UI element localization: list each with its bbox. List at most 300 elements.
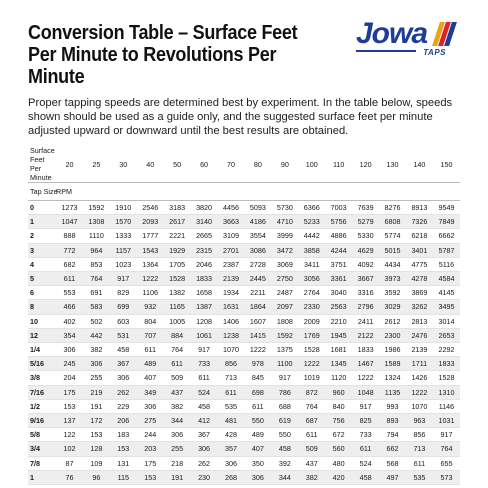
rpm-cell: 255 [164,442,191,456]
rpm-cell: 1658 [191,286,218,300]
rpm-cell: 7326 [406,215,433,229]
conversion-table [28,146,460,485]
rpm-cell: 191 [164,470,191,484]
table-row [28,314,460,328]
rpm-cell: 183 [110,428,137,442]
rpm-cell: 8276 [379,201,406,215]
rpm-cell: 1631 [218,300,245,314]
rpm-cell: 175 [137,456,164,470]
rpm-cell: 153 [83,428,110,442]
rpm-cell: 764 [298,399,325,413]
rpm-cell: 5774 [379,229,406,243]
rpm-cell: 458 [110,343,137,357]
rpm-cell: 4278 [406,272,433,286]
rpm-cell: 2617 [164,215,191,229]
sfm-header-120: 120 [352,146,379,183]
rpm-cell: 4092 [352,257,379,271]
table-body [28,183,460,485]
rpm-cell: 1769 [298,328,325,342]
rpm-cell: 682 [56,257,83,271]
tap-size-cell: 3/4 [28,442,56,456]
rpm-cell: 845 [244,371,271,385]
rpm-cell: 7849 [433,215,460,229]
rpm-cell: 1070 [406,399,433,413]
sfm-header-25: 25 [83,146,110,183]
tap-size-cell: 7/16 [28,385,56,399]
table-row [28,201,460,215]
rpm-cell: 553 [56,286,83,300]
rpm-cell: 2750 [271,272,298,286]
rpm-cell: 306 [244,470,271,484]
rpm-cell: 2764 [298,286,325,300]
rpm-cell: 218 [164,456,191,470]
rpm-cell: 3029 [379,300,406,314]
rpm-cell: 5279 [352,215,379,229]
rpm-cell: 5093 [244,201,271,215]
rpm-cell: 1607 [244,314,271,328]
rpm-cell: 963 [406,414,433,428]
rpm-cell: 1023 [110,257,137,271]
rpm-cell: 382 [83,343,110,357]
rpm-cell: 1592 [83,201,110,215]
rpm-cell: 3663 [218,215,245,229]
rpm-cell: 3262 [406,300,433,314]
rpm-cell: 420 [325,470,352,484]
rpm-cell: 466 [56,300,83,314]
rpm-cell: 764 [83,272,110,286]
rpm-cell: 662 [379,442,406,456]
rpm-cell: 884 [164,328,191,342]
rpm-cell: 611 [406,456,433,470]
rpm-cell: 1345 [325,357,352,371]
tap-size-cell: 1 [28,470,56,484]
rpm-cell: 255 [83,371,110,385]
rpm-cell: 3554 [244,229,271,243]
rpm-cell: 1833 [433,357,460,371]
brand-wordmark: Jowa [356,17,428,50]
rpm-cell: 349 [137,385,164,399]
rpm-cell: 888 [56,229,83,243]
rpm-cell: 3056 [298,272,325,286]
table-row [28,343,460,357]
rpm-cell: 1415 [244,328,271,342]
rpm-cell: 611 [218,385,245,399]
rpm-cell: 1711 [406,357,433,371]
rpm-cell: 2009 [298,314,325,328]
rpm-cell: 1222 [352,371,379,385]
rpm-cell: 1375 [271,343,298,357]
rpm-cell: 699 [110,300,137,314]
rpm-cell: 611 [164,357,191,371]
tap-size-cell: 10 [28,314,56,328]
sfm-header-140: 140 [406,146,433,183]
tap-size-cell: 1/2 [28,399,56,413]
rpm-cell: 153 [110,442,137,456]
rpm-cell: 3069 [271,257,298,271]
rpm-cell: 344 [164,414,191,428]
rpm-cell: 1705 [164,257,191,271]
rpm-cell: 2563 [325,300,352,314]
rpm-cell: 5015 [379,243,406,257]
rpm-cell: 960 [325,385,352,399]
rpm-cell: 978 [244,357,271,371]
subheader-row [28,183,460,201]
rpm-cell: 6662 [433,229,460,243]
table-row [28,414,460,428]
rpm-cell: 1406 [218,314,245,328]
rpm-cell: 3973 [379,272,406,286]
rpm-cell: 1165 [164,300,191,314]
rpm-cell: 2211 [244,286,271,300]
rpm-cell: 109 [83,456,110,470]
rpm-cell: 707 [137,328,164,342]
table-row [28,442,460,456]
table-row [28,470,460,484]
tap-size-cell: 8 [28,300,56,314]
rpm-cell: 2411 [352,314,379,328]
rpm-cell: 502 [83,314,110,328]
rpm-cell: 115 [110,470,137,484]
rpm-cell: 2300 [379,328,406,342]
rpm-cell: 531 [110,328,137,342]
rpm-cell: 1426 [406,371,433,385]
rpm-cell: 5116 [433,257,460,271]
rpm-cell: 206 [110,414,137,428]
rpm-cell: 1146 [433,399,460,413]
rpm-cell: 1945 [325,328,352,342]
rpm-cell: 3592 [379,286,406,300]
brand-underline [356,50,416,52]
rpm-cell: 1833 [352,343,379,357]
rpm-cell: 497 [379,470,406,484]
rpm-cell: 524 [352,456,379,470]
rpm-cell: 481 [218,414,245,428]
rpm-cell: 1387 [191,300,218,314]
rpm-cell: 3014 [433,314,460,328]
rpm-cell: 2445 [244,272,271,286]
rpm-cell: 786 [271,385,298,399]
rpm-cell: 2387 [218,257,245,271]
table-row [28,286,460,300]
rpm-cell: 489 [137,357,164,371]
page-title: Conversion Table – Surface Feet Per Minute to Revolutions Per Minute [28,22,298,88]
sfm-header-80: 80 [244,146,271,183]
rpm-cell: 5233 [298,215,325,229]
rpm-cell: 840 [325,399,352,413]
rpm-cell: 354 [56,328,83,342]
rpm-cell: 698 [244,385,271,399]
rpm-cell: 1120 [325,371,352,385]
rpm-cell: 4456 [218,201,245,215]
rpm-cell: 611 [191,371,218,385]
rpm-cell: 4145 [433,286,460,300]
rpm-cell: 191 [83,399,110,413]
rpm-cell: 917 [191,343,218,357]
rpm-cell: 691 [83,286,110,300]
sfm-header-100: 100 [298,146,325,183]
rpm-cell: 5330 [352,229,379,243]
rpm-cell: 2093 [137,215,164,229]
rpm-cell: 1222 [406,385,433,399]
rpm-cell: 275 [137,414,164,428]
sfm-header-60: 60 [191,146,218,183]
corner-header: Surface Feet Per Minute [30,146,55,182]
rpm-cell: 407 [244,442,271,456]
rpm-cell: 1208 [191,314,218,328]
sfm-header-50: 50 [164,146,191,183]
brand-logo [352,18,460,60]
rpm-cell: 128 [83,442,110,456]
rpm-cell: 550 [271,428,298,442]
rpm-cell: 437 [298,456,325,470]
rpm-cell: 230 [191,470,218,484]
rpm-cell: 535 [406,470,433,484]
table-row [28,428,460,442]
rpm-cell: 3109 [218,229,245,243]
rpm-cell: 5730 [271,201,298,215]
rpm-cell: 4434 [379,257,406,271]
rpm-cell: 583 [83,300,110,314]
rpm-cell: 2612 [379,314,406,328]
table-row [28,328,460,342]
rpm-cell: 6808 [379,215,406,229]
rpm-cell: 122 [56,428,83,442]
rpm-cell: 153 [137,470,164,484]
rpm-cell: 764 [433,442,460,456]
rpm-cell: 603 [110,314,137,328]
rpm-cell: 3667 [352,272,379,286]
rpm-cell: 1986 [379,343,406,357]
rpm-cell: 917 [352,399,379,413]
rpm-cell: 1681 [325,343,352,357]
rpm-cell: 268 [218,470,245,484]
rpm-cell: 550 [244,414,271,428]
sfm-header-20: 20 [56,146,83,183]
rpm-cell: 713 [406,442,433,456]
rpm-cell: 535 [218,399,245,413]
rpm-cell: 153 [56,399,83,413]
rpm-cell: 1273 [56,201,83,215]
rpm-cell: 3999 [271,229,298,243]
intro-paragraph: Proper tapping speeds are determined best by experiment. In the table below, speeds shown should be used as a guide only, and the suggested surface feet per minute adjusted upward or downward until the best results are obtained. [28,97,453,137]
rpm-cell: 306 [191,442,218,456]
rpm-cell: 893 [379,414,406,428]
rpm-cell: 1310 [433,385,460,399]
rpm-cell: 131 [110,456,137,470]
rpm-cell: 442 [83,328,110,342]
rpm-cell: 458 [191,399,218,413]
tap-size-cell: 5/8 [28,428,56,442]
rpm-cell: 219 [83,385,110,399]
header [28,17,460,88]
rpm-cell: 2046 [191,257,218,271]
rpm-cell: 344 [271,470,298,484]
tap-size-cell: 4 [28,257,56,271]
rpm-cell: 1061 [191,328,218,342]
rpm-cell: 568 [379,456,406,470]
tap-size-cell: 0 [28,201,56,215]
rpm-cell: 357 [218,442,245,456]
brand-stripes-icon [436,22,458,46]
rpm-cell: 509 [164,371,191,385]
rpm-cell: 917 [271,371,298,385]
rpm-cell: 306 [164,428,191,442]
rpm-cell: 6218 [406,229,433,243]
rpm-cell: 392 [271,456,298,470]
rpm-cell: 1070 [218,343,245,357]
rpm-cell: 480 [325,456,352,470]
rpm-cell: 917 [110,272,137,286]
rpm-cell: 2728 [244,257,271,271]
rpm-cell: 306 [56,343,83,357]
rpm-cell: 756 [325,414,352,428]
rpm-cell: 1222 [298,357,325,371]
tap-size-cell: 7/8 [28,456,56,470]
rpm-cell: 428 [218,428,245,442]
tap-size-cell: 12 [28,328,56,342]
rpm-cell: 7639 [352,201,379,215]
rpm-cell: 1929 [164,243,191,257]
rpm-cell: 2139 [406,343,433,357]
tap-size-cell: 9/16 [28,414,56,428]
rpm-cell: 3140 [191,215,218,229]
rpm-cell: 5756 [325,215,352,229]
tap-size-cell: 5/16 [28,357,56,371]
rpm-cell: 402 [56,314,83,328]
rpm-cell: 3411 [298,257,325,271]
rpm-cell: 3361 [325,272,352,286]
table-row [28,243,460,257]
rpm-cell: 1589 [379,357,406,371]
rpm-cell: 245 [56,357,83,371]
rpm-cell: 4775 [406,257,433,271]
sfm-header-150: 150 [433,146,460,183]
rpm-cell: 829 [110,286,137,300]
sfm-header-130: 130 [379,146,406,183]
rpm-cell: 3472 [271,243,298,257]
rpm-cell: 1808 [271,314,298,328]
rpm-cell: 804 [137,314,164,328]
rpm-cell: 203 [137,442,164,456]
rpm-cell: 172 [83,414,110,428]
rpm-cell: 7003 [325,201,352,215]
sfm-header-70: 70 [218,146,245,183]
rpm-cell: 4186 [244,215,271,229]
rpm-cell: 262 [110,385,137,399]
rpm-cell: 3401 [406,243,433,257]
rpm-cell: 611 [56,272,83,286]
rpm-label: RPM [56,183,83,201]
rpm-cell: 489 [244,428,271,442]
rpm-cell: 825 [352,414,379,428]
rpm-cell: 1308 [83,215,110,229]
rpm-cell: 733 [352,428,379,442]
rpm-cell: 1934 [218,286,245,300]
rpm-cell: 306 [83,357,110,371]
rpm-cell: 1833 [191,272,218,286]
rpm-cell: 611 [244,399,271,413]
rpm-cell: 3183 [164,201,191,215]
rpm-cell: 1570 [110,215,137,229]
header-row [28,146,460,183]
tap-size-cell: 2 [28,229,56,243]
tap-size-label: Tap Size [28,183,56,201]
rpm-cell: 1019 [298,371,325,385]
rpm-cell: 306 [137,399,164,413]
rpm-cell: 4584 [433,272,460,286]
table-row [28,257,460,271]
rpm-cell: 3316 [352,286,379,300]
rpm-cell: 175 [56,385,83,399]
rpm-cell: 2796 [352,300,379,314]
rpm-cell: 350 [244,456,271,470]
rpm-cell: 1382 [164,286,191,300]
rpm-cell: 3040 [325,286,352,300]
rpm-cell: 137 [56,414,83,428]
rpm-cell: 1777 [137,229,164,243]
table-row [28,215,460,229]
table-row [28,357,460,371]
rpm-cell: 794 [379,428,406,442]
rpm-cell: 1324 [379,371,406,385]
table-row [28,371,460,385]
rpm-cell: 8913 [406,201,433,215]
rpm-cell: 3858 [298,243,325,257]
rpm-cell: 560 [325,442,352,456]
rpm-cell: 4629 [352,243,379,257]
rpm-cell: 306 [218,456,245,470]
rpm-cell: 3751 [325,257,352,271]
rpm-cell: 1106 [137,286,164,300]
rpm-cell: 1592 [271,328,298,342]
rpm-cell: 1864 [244,300,271,314]
rpm-cell: 96 [83,470,110,484]
rpm-cell: 1238 [218,328,245,342]
rpm-cell: 2139 [218,272,245,286]
rpm-cell: 204 [56,371,83,385]
rpm-cell: 917 [433,428,460,442]
sfm-header-90: 90 [271,146,298,183]
rpm-cell: 856 [218,357,245,371]
rpm-cell: 713 [218,371,245,385]
rpm-cell: 2330 [298,300,325,314]
rpm-cell: 2210 [325,314,352,328]
rpm-cell: 2292 [433,343,460,357]
rpm-cell: 687 [298,414,325,428]
sfm-header-40: 40 [137,146,164,183]
rpm-cell: 1005 [164,314,191,328]
rpm-cell: 524 [191,385,218,399]
table-row [28,385,460,399]
rpm-cell: 993 [379,399,406,413]
rpm-cell: 1333 [110,229,137,243]
rpm-cell: 1364 [137,257,164,271]
rpm-cell: 1528 [298,343,325,357]
rpm-cell: 407 [137,371,164,385]
rpm-cell: 772 [56,243,83,257]
table-row [28,272,460,286]
rpm-cell: 688 [271,399,298,413]
table-row [28,300,460,314]
table-row [28,456,460,470]
rpm-cell: 458 [271,442,298,456]
rpm-cell: 1528 [433,371,460,385]
rpm-cell: 853 [83,257,110,271]
rpm-cell: 1910 [110,201,137,215]
rpm-cell: 872 [298,385,325,399]
tap-size-cell: 5 [28,272,56,286]
rpm-cell: 2315 [191,243,218,257]
